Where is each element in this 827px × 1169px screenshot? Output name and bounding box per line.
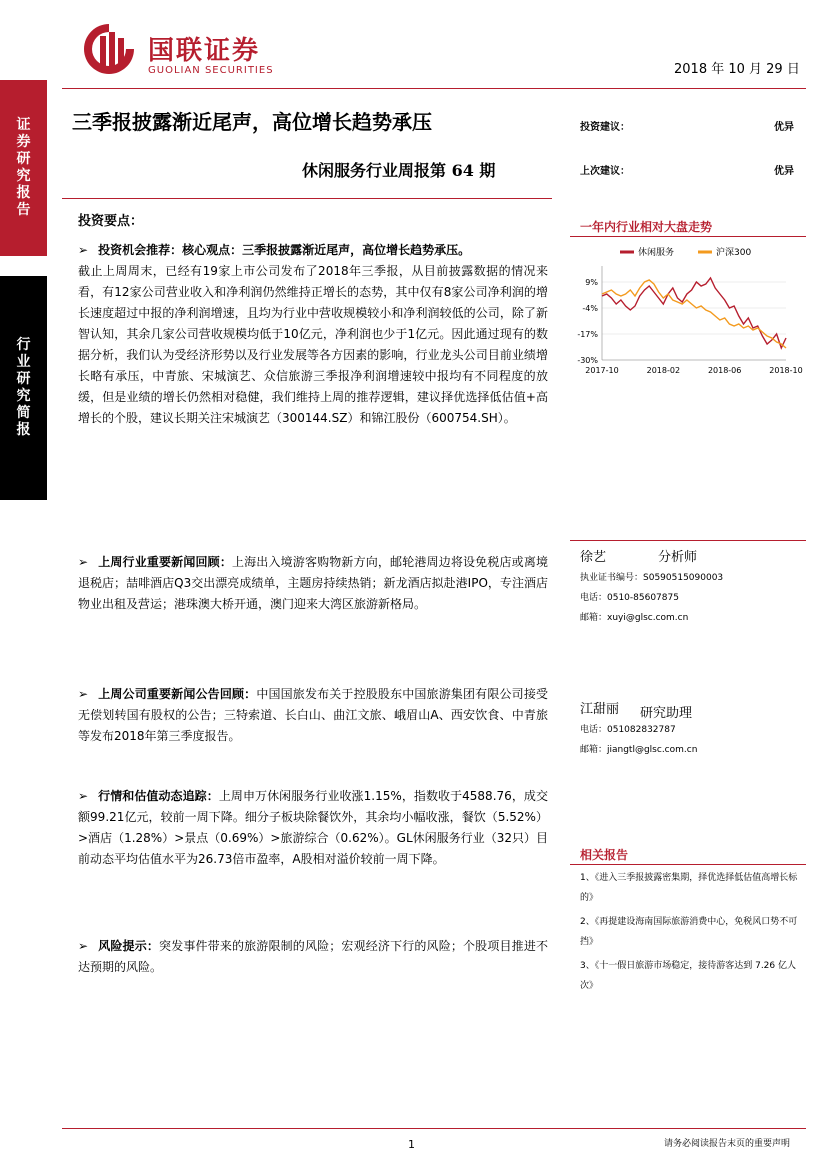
paragraph-body: 截止上周周末，已经有19家上市公司发布了2018年三季报，从目前披露数据的情况来看，有12家公司营业收入和净利润仍然维持正增长的态势，其中仅有8家公司净利润的增长速度超过中报的净利润增速，且均为行业中营收规模较小和净利润较低的公司，除了新智认知，其余几家公司营收规模均低于10亿元，净利润也少于1亿元。因此通过现有的数据分析，我们认为受经济形势以及行业发展等各方因素的影响，行业龙头公司目前业绩增长略有承压，中青旅、宋城演艺、众信旅游三季报净利润增速较中报均有不同程度的放缓，但是业绩的增长仍然相对稳健，我们维持上周的推荐逻辑，建议择优选择低估值+高增长的个股，建议长期关注宋城演艺（300144.SZ）和锦江股份（600754.SH）。 [78,264,548,425]
sidebar-char: 研 [16,371,31,387]
sidebar-char: 报 [16,422,31,438]
bullet-arrow-icon: ➢ [78,555,89,569]
analyst-phone: 电话：051082832787 [580,725,676,735]
rating-label: 投资建议： [580,122,630,133]
analyst-cert: 执业证书编号：S0590515090003 [580,573,724,583]
paragraph-lead: 行情和估值动态追踪： [98,789,219,803]
paragraph-body: 上海出入境游客购物新方向，邮轮港周边将设免税店或离境退税店；喆啡酒店Q3交出漂亮成绩单，主题房持续热销；新龙酒店拟赴港IPO，专注酒店物业出租及营运；港珠澳大桥开通，澳门迎来大湾区旅游新格局。 [78,555,548,611]
analyst-card [580,544,800,628]
footer-divider [62,1128,806,1129]
sidebar-char: 告 [16,202,31,218]
brand-name-en: GUOLIAN SECURITIES [148,65,274,76]
bullet-arrow-icon: ➢ [78,687,89,701]
paragraph-company-news [78,684,548,747]
footer-disclaimer: 请务必阅读报告末页的重要声明 [664,1139,791,1149]
sidebar-char: 报 [16,185,31,201]
rating-value: 优异 [774,122,794,133]
chart-section-title: 一年内行业相对大盘走势 [580,220,713,234]
related-title-underline [570,864,806,865]
paragraph-lead: 上周行业重要新闻回顾： [98,555,232,569]
logo-emblem-icon [78,20,140,78]
sidebar-char: 简 [16,405,31,421]
analyst-email: 邮箱：xuyi@glsc.com.cn [580,613,689,623]
sidebar-char: 行 [16,337,31,353]
related-report-item[interactable]: 1、《进入三季报披露密集期，择优选择低估值高增长标的》 [580,873,798,903]
company-logo [78,20,338,80]
related-report-item[interactable]: 3、《十一假日旅游市场稳定，接待游客达到 7.26 亿人次》 [580,961,796,991]
sidebar-tab-report-type [0,80,47,256]
chart-bottom-divider [570,540,806,541]
chart-title-underline [570,236,806,237]
paragraph-industry-news [78,552,548,615]
header-divider [62,88,806,89]
rating-value: 优异 [774,166,794,177]
assistant-card [580,696,800,760]
paragraph-body: 突发事件带来的旅游限制的风险；宏观经济下行的风险；个股项目推进不达预期的风险。 [78,939,548,974]
paragraph-opportunity [78,240,548,429]
x-tick-label: 2018-02 [646,366,681,375]
series-line [602,278,786,348]
trend-chart [570,240,806,380]
bullet-arrow-icon: ➢ [78,243,89,257]
x-tick-label: 2018-06 [707,366,742,375]
sidebar-char: 券 [16,134,31,150]
y-tick-label: -17% [577,330,598,339]
related-reports-title: 相关报告 [580,848,629,862]
paragraph-market-valuation [78,786,548,870]
related-reports-list [580,868,802,996]
y-tick-label: -30% [577,356,598,365]
analyst-name: 江甜丽 [580,702,620,717]
section-heading: 投资要点： [78,214,144,229]
sidebar-char: 业 [16,354,31,370]
x-tick-label: 2018-10 [769,366,803,375]
paragraph-lead: 风险提示： [98,939,160,953]
y-tick-label: -4% [582,304,598,313]
paragraph-lead: 上周公司重要新闻公告回顾： [98,687,257,701]
legend-label: 沪深300 [716,248,752,258]
paragraph-body: 中国国旅发布关于控股股东中国旅游集团有限公司接受无偿划转国有股权的公告；三特索道、长白山、曲江文旅、峨眉山A、西安饮食、中青旅等发布2018年第三季度报告。 [78,687,548,743]
title-divider [62,198,552,199]
y-tick-label: 9% [585,278,598,287]
bullet-arrow-icon: ➢ [78,789,89,803]
analyst-role: 研究助理 [640,706,693,721]
legend-label: 休闲服务 [638,248,675,258]
sidebar-char: 研 [16,151,31,167]
analyst-role: 分析师 [658,550,698,565]
paragraph-lead: 投资机会推荐：核心观点：三季报披露渐近尾声，高位增长趋势承压。 [98,243,471,257]
paragraph-body: 上周申万休闲服务行业收涨1.15%，指数收于4588.76，成交额99.21亿元，较前一周下降。细分子板块除餐饮外，其余均小幅收涨，餐饮（5.52%）>酒店（1.28%）>景点（0.69%）>旅游综合（0.62%）。GL休闲服务行业（32只）目前动态平均估值水平为26.73倍市盈率，A股相对溢价较前一周下降。 [78,789,548,866]
paragraph-risk [78,936,548,978]
sidebar-char: 究 [16,388,31,404]
sidebar-tab-report-category [0,276,47,500]
sidebar-char: 证 [16,117,31,133]
related-report-item[interactable]: 2、《再提建设海南国际旅游消费中心，免税风口势不可挡》 [580,917,798,947]
analyst-name: 徐艺 [580,550,607,565]
report-date: 2018 年 10 月 29 日 [674,62,800,77]
analyst-email: 邮箱：jiangtl@glsc.com.cn [580,745,698,755]
analyst-phone: 电话：0510-85607875 [580,593,679,603]
brand-name-cn: 国联证券 [148,36,261,66]
sidebar-char: 究 [16,168,31,184]
report-title: 三季报披露渐近尾声，高位增长趋势承压 [72,110,432,134]
page-number: 1 [408,1138,415,1151]
bullet-arrow-icon: ➢ [78,939,89,953]
rating-label: 上次建议： [580,166,630,177]
series-line [602,280,786,348]
x-tick-label: 2017-10 [585,366,619,375]
report-subtitle: 休闲服务行业周报第 64 期 [302,161,496,180]
